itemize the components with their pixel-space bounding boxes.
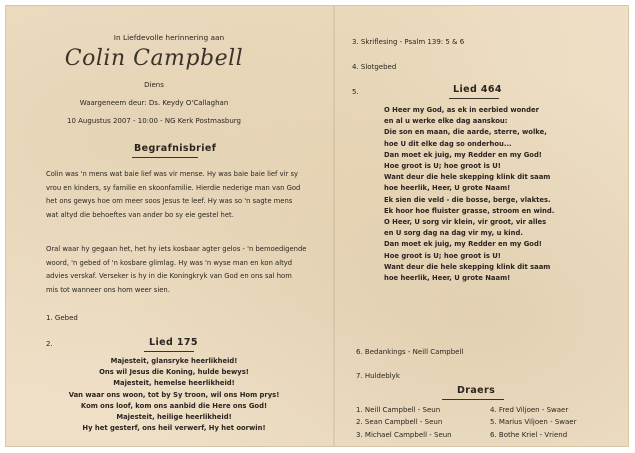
hymn-175-title: Lied 175 xyxy=(149,337,198,348)
lyric-line: hoe heerlik, Heer, U grote Naam! xyxy=(384,184,511,193)
lyric-line: Want deur die hele skepping klink dit saam xyxy=(384,262,551,271)
officiant-line: Waargeneem deur: Ds. Keydy O'Callaghan xyxy=(79,99,229,107)
lyric-line: Hy het gesterf, ons heil verwerf, Hy het oorwin! xyxy=(82,424,266,433)
lyric-line: Majesteit, hemelse heerlikheid! xyxy=(113,379,235,388)
date-time-venue: 10 Augustus 2007 - 10:00 - NG Kerk Postmasburg xyxy=(67,117,241,125)
funeral-programme-sheet xyxy=(5,5,629,447)
text-line: woord, 'n gebed of 'n kosbare glimlag. Hy was 'n wyse man en kon altyd xyxy=(46,258,293,267)
pallbearer-entry: 6. Bothe Kriel - Vriend xyxy=(490,430,568,439)
text-line: mis tot wanneer ons hom weer sien. xyxy=(46,285,170,294)
lyric-line: Ons wil Jesus die Koning, hulde bewys! xyxy=(99,368,249,377)
biography-paragraph-2 xyxy=(46,243,306,297)
lyric-line: hoe U dit elke dag so onderhou... xyxy=(384,139,512,148)
deceased-name: Colin Campbell xyxy=(64,46,244,71)
lyric-line: O Heer, U sorg vir klein, vir groot, vir alles xyxy=(384,218,547,227)
pallbearers-underline xyxy=(442,399,504,400)
lyric-line: en al u werke elke dag aanskou: xyxy=(384,117,508,126)
hymn-464-title: Lied 464 xyxy=(453,84,502,95)
lyric-line: Kom ons loof, kom ons aanbid die Here ons God! xyxy=(80,401,268,410)
hymn-464-lyrics xyxy=(384,105,554,284)
lyric-line: Dan moet ek juig, my Redder en my God! xyxy=(384,150,542,159)
lyric-line: en U sorg dag na dag vir my, u kind. xyxy=(384,229,523,238)
lyric-line: Ek sien die veld - die bosse, berge, vlaktes. xyxy=(384,195,551,204)
lyric-line: Hoe groot is U; hoe groot is U! xyxy=(384,162,501,171)
pallbearers-list-right xyxy=(490,404,576,441)
lyric-line: Hoe groot is U; hoe groot is U! xyxy=(384,251,501,260)
lyric-line: hoe heerlik, Heer, U grote Naam! xyxy=(384,274,511,283)
heading-underline xyxy=(132,157,198,158)
pallbearer-entry: 2. Sean Campbell - Seun xyxy=(356,418,443,427)
lyric-line: Van waar ons woon, tot by Sy troon, wil ons Hom prys! xyxy=(68,390,280,399)
programme-item-3: 3. Skriflesing - Psalm 139: 5 & 6 xyxy=(352,38,465,46)
text-line: wat altyd die behoeftes van ander bo sy eie gestel het. xyxy=(46,210,234,219)
text-line: Colin was 'n mens wat baie lief was vir mense. Hy was baie baie lief vir sy xyxy=(46,170,299,178)
biography-paragraph-1 xyxy=(46,168,300,222)
lyric-line: Ek hoor hoe fluister grasse, stroom en wind. xyxy=(384,206,555,215)
pallbearer-entry: 4. Fred Viljoen - Swaer xyxy=(490,406,569,414)
programme-item-7: 7. Huldeblyk xyxy=(356,372,400,380)
pallbearer-entry: 1. Neill Campbell - Seun xyxy=(356,406,441,414)
pallbearers-list-left xyxy=(356,404,452,441)
service-label: Diens xyxy=(144,81,164,89)
hymn-175-lyrics xyxy=(36,356,312,434)
lyric-line: Want deur die hele skepping klink dit saam xyxy=(384,173,551,182)
hymn-title-underline xyxy=(144,351,194,352)
programme-item-1: 1. Gebed xyxy=(46,314,78,322)
programme-item-6: 6. Bedankings - Neill Campbell xyxy=(356,348,464,356)
pallbearer-entry: 3. Michael Campbell - Seun xyxy=(356,430,452,439)
text-line: vrou en kinders, sy familie en skoonfamilie. Hierdie nederige man van God xyxy=(46,183,301,192)
lyric-line: O Heer my God, as ek in eerbied wonder xyxy=(384,106,539,114)
text-line: Oral waar hy gegaan het, het hy iets kosbaar agter gelos - 'n bemoedigende xyxy=(46,245,307,253)
page-fold xyxy=(333,6,335,446)
pallbearers-heading: Draers xyxy=(457,385,496,396)
lyric-line: Dan moet ek juig, my Redder en my God! xyxy=(384,240,542,249)
text-line: het ons gewys hoe om meer soos Jesus te leef. Hy was so 'n sagte mens xyxy=(46,197,293,205)
lyric-line: Die son en maan, die aarde, sterre, wolke, xyxy=(384,128,547,137)
biography-heading: Begrafnisbrief xyxy=(134,143,217,154)
programme-item-4: 4. Slotgebed xyxy=(352,63,397,71)
pallbearer-entry: 5. Marius Viljoen - Swaer xyxy=(490,418,577,427)
text-line: advies verskaf. Verseker is hy in die Koningkryk van God en ons sal hom xyxy=(46,272,292,280)
programme-item-5-number: 5. xyxy=(352,88,359,96)
programme-item-2-number: 2. xyxy=(46,340,53,348)
lyric-line: Majesteit, heilige heerlikheid! xyxy=(116,413,232,422)
hymn-title-underline xyxy=(449,98,499,99)
memorial-intro: In Liefdevolle herinnering aan xyxy=(113,33,225,42)
lyric-line: Majesteit, glansryke heerlikheid! xyxy=(110,357,238,365)
